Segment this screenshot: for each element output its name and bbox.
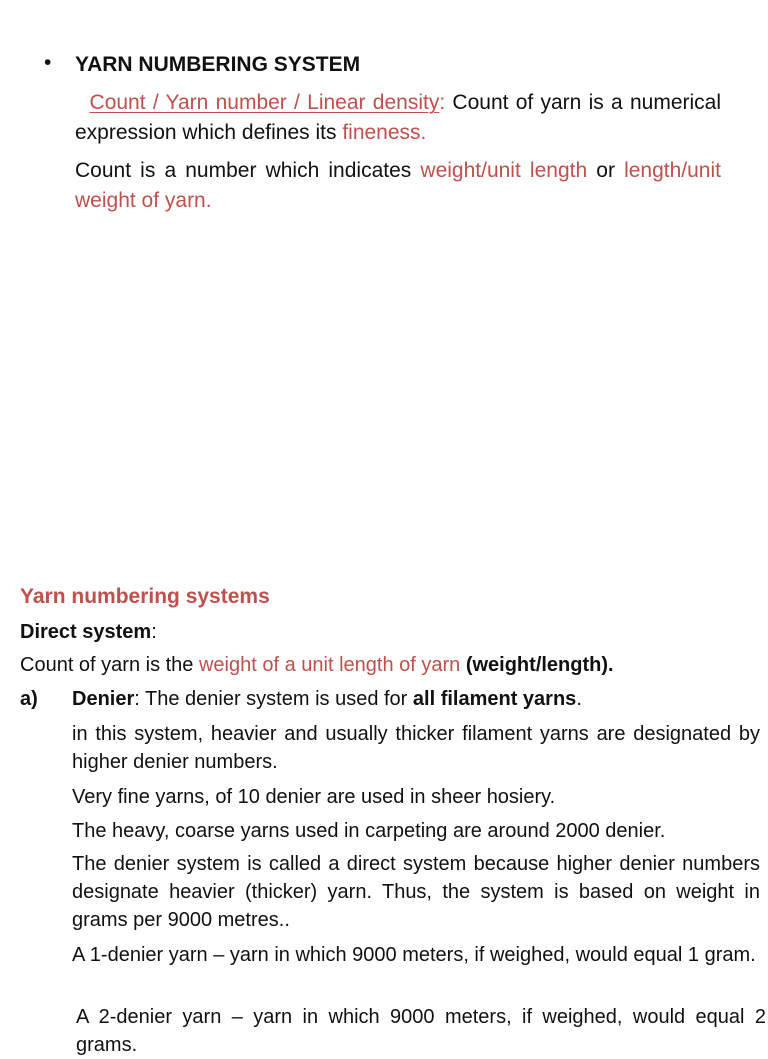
length-highlight: length/unit weight of yarn.	[75, 159, 721, 212]
direct-system-label: Direct system	[20, 621, 152, 643]
direct-def-highlight: weight of a unit length of yarn	[198, 654, 461, 676]
definition-paragraph	[75, 88, 721, 148]
denier-paragraph-2: Very fine yarns, of 10 denier are used in sheer hosiery.	[72, 786, 556, 808]
denier-paragraph-6: A 2-denier yarn – yarn in which 9000 meters, if weighed, would equal 2 grams.	[76, 1006, 766, 1056]
direct-system-colon: :	[151, 621, 157, 643]
denier-paragraph-3: The heavy, coarse yarns used in carpeting are around 2000 denier.	[72, 820, 666, 842]
count-paragraph	[75, 156, 721, 216]
denier-bold: all filament yarns	[412, 688, 577, 710]
term-colon: :	[439, 91, 446, 114]
direct-system-definition	[20, 652, 614, 678]
definition-text: Count of yarn is a numerical expression which defines its	[75, 91, 722, 144]
denier-text-b: .	[576, 688, 582, 710]
denier-paragraph-1: in this system, heavier and usually thicker filament yarns are designated by higher denier numbers.	[72, 723, 760, 773]
term-highlight: Count / Yarn number / Linear density	[89, 91, 440, 114]
bullet-marker: •	[44, 51, 52, 74]
denier-paragraph-5: A 1-denier yarn – yarn in which 9000 meters, if weighed, would equal 1 gram.	[72, 944, 756, 966]
section-heading: YARN NUMBERING SYSTEM	[75, 53, 361, 76]
denier-term: Denier	[72, 688, 135, 710]
direct-def-text: Count of yarn is the	[20, 654, 199, 676]
count-text-a: Count is a number which indicates	[75, 159, 421, 182]
weight-highlight: weight/unit length	[420, 159, 588, 182]
denier-paragraph-4: The denier system is called a direct system because higher denier numbers designate heavier (thicker) yarn. Thus, the system is based on weight in grams per 9000 metres..	[72, 853, 760, 931]
denier-item	[72, 686, 582, 712]
list-marker-a: a)	[20, 688, 38, 710]
fineness-highlight: fineness.	[342, 121, 427, 144]
denier-text-a: : The denier system is used for	[134, 688, 413, 710]
direct-def-bold: (weight/length).	[460, 654, 614, 676]
direct-system-title	[20, 619, 157, 645]
systems-heading: Yarn numbering systems	[20, 585, 270, 608]
count-text-b: or	[587, 159, 625, 182]
